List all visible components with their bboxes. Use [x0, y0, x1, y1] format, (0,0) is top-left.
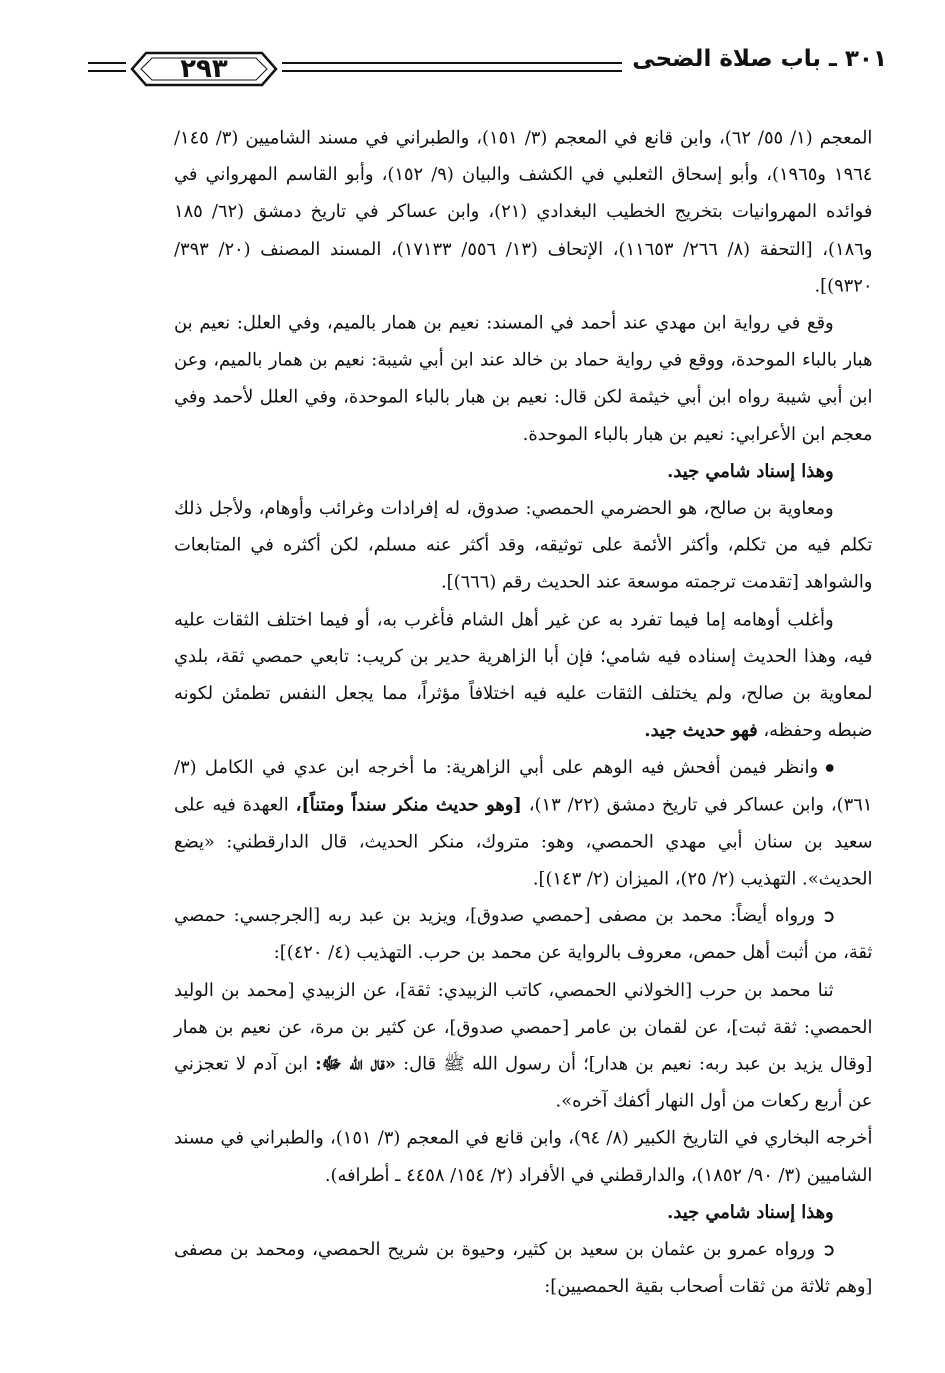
amr-text: ورواه عمرو بن عثمان بن سعيد بن كثير، وحيوة بن شريح الحمصي، ومحمد بن مصفى [وهم ثلاثة من ثقات أصحاب بقية الحمصيين]:: [174, 1239, 873, 1297]
verdict-good-hadith: فهو حديث جيد.: [644, 720, 758, 742]
paragraph-muawiya: ومعاوية بن صالح، هو الحضرمي الحمصي: صدوق، له إفرادات وغرائب وأوهام، ولأجل ذلك تكلم فيه من تكلم، وأكثر الأئمة على توثيقه، وقد أكثر عنه مسلم، لكن أكثره في المتابعات والشواهد [تقدمت ترجمته موسعة عند الحديث رقم (٦٦٦)].: [174, 498, 873, 593]
paragraph-takhrij: أخرجه البخاري في التاريخ الكبير (٨/ ٩٤)، وابن قانع في المعجم (٣/ ١٥١)، والطبراني في مسند الشاميين (٣/ ٩٠/ ١٨٥٢)، والدارقطني في الأفراد (٢/ ١٥٤/ ٤٤٥٨ ـ أطرافه).: [174, 1128, 873, 1186]
paragraph-name-variants: وقع في رواية ابن مهدي عند أحمد في المسند: نعيم بن همار بالميم، وفي العلل: نعيم بن هبار بالباء الموحدة، ووقع في رواية حماد بن خالد عند ابن أبي شيبة: نعيم بن همار بالميم، وعن ابن أبي شيبة رواه ابن أبي خيثمة لكن قال: نعيم بن هبار بالباء الموحدة، وفي العلل لأحمد وفي معجم ابن الأعرابي: نعيم بن هبار بالباء الموحدة.: [174, 313, 873, 445]
page-number: ٢٩٣: [180, 54, 228, 84]
paragraph-amr: [174, 1232, 872, 1306]
isnad-text: ثنا محمد بن حرب [الخولاني الحمصي، كاتب الزبيدي: ثقة]، عن الزبيدي [محمد بن الوليد الحمصي: ثقة ثبت]، عن لقمان بن عامر [حمصي صدوق]، عن كثير بن مرة، عن نعيم بن همار [وقال يزيد بن عبد ربه: نعيم بن هدار]؛ أن رسول الله ﷺ قال:: [174, 980, 873, 1075]
running-title: ٣٠١ ـ باب صلاة الضحى: [622, 46, 887, 72]
paragraph-isnad: [174, 972, 872, 1120]
also-narrated-text: ورواه أيضاً: محمد بن مصفى [حمصي صدوق]، ويزيد بن عبد ربه [الجرجسي: حمصي ثقة، من أثبت أهل حمص، معروف بالرواية عن محمد بن حرب. التهذيب (٤/ ٤٢٠)]:: [174, 905, 873, 964]
header-rule-left-top: [88, 62, 126, 64]
errors-text: وأغلب أوهامه إما فيما تفرد به عن غير أهل الشام فأغرب به، أو فيما اختلف الثقات عليه فيه، وهذا الحديث إسناده فيه شامي؛ فإن أبا الزاهرية حدير بن كريب: تابعي حمصي ثقة، بلدي لمعاوية بن صالح، ولم يختلف الثقات عليه فيه اختلافاً مؤثراً، مما يجعل النفس تطمئن لكونه ضبطه وحفظه،: [174, 609, 873, 742]
paragraph-errors: [174, 602, 872, 750]
marker-icon-2: [823, 1245, 834, 1256]
verdict-heading-2: وهذا إسناد شامي جيد.: [667, 1202, 834, 1223]
verdict-heading: وهذا إسناد شامي جيد.: [667, 461, 834, 482]
bullet-dot-icon: [826, 765, 834, 773]
hadith-opening: «قال الله ﷻ:: [315, 1054, 396, 1075]
marker-icon: [823, 911, 834, 922]
header-rule-left-bottom: [88, 70, 126, 72]
see-also-text: وانظر فيمن أفحش فيه الوهم على أبي الزاهرية: ما أخرجه ابن عدي في الكامل (٣/ ٣٦١)، وابن عساكر في تاريخ دمشق (٢٢/ ١٣)،: [174, 757, 873, 816]
hadith-text: ابن آدم لا تعجزني عن أربع ركعات من أول النهار أكفك آخره».: [174, 1054, 873, 1112]
paragraph-see-also: [174, 750, 872, 898]
paragraph-sources: المعجم (١/ ٥٥/ ٦٢)، وابن قانع في المعجم (٣/ ١٥١)، والطبراني في مسند الشاميين (٣/ ١٤٥/ ١٩٦٤ و١٩٦٥)، وأبو إسحاق الثعلبي في الكشف والبيان (٩/ ١٥٢)، وأبو القاسم المهرواني في فوائده المهروانيات بتخريج الخطيب البغدادي (٢١)، وابن عساكر في تاريخ دمشق (٦٢/ ١٨٥ و١٨٦)، [التحفة (٨/ ٢٦٦/ ١١٦٥٣)، الإتحاف (١٣/ ٥٥٦/ ١٧١٣٣)، المسند المصنف (٢٠/ ٣٩٣/ ٩٣٢٠)].: [174, 127, 873, 297]
main-text: [174, 120, 872, 1306]
paragraph-also-narrated: [174, 898, 872, 972]
page-header: [82, 44, 887, 94]
see-also-rest: العهدة فيه على سعيد بن سنان أبي مهدي الحمصي، وهو: متروك، منكر الحديث، قال الدارقطني: «يضع الحديث». التهذيب (٢/ ٢٥)، الميزان (٢/ ١٤٣)].: [174, 794, 873, 890]
munkar-note: [وهو حديث منكر سنداً ومتناً]،: [295, 794, 522, 816]
page-number-badge: [128, 49, 280, 89]
